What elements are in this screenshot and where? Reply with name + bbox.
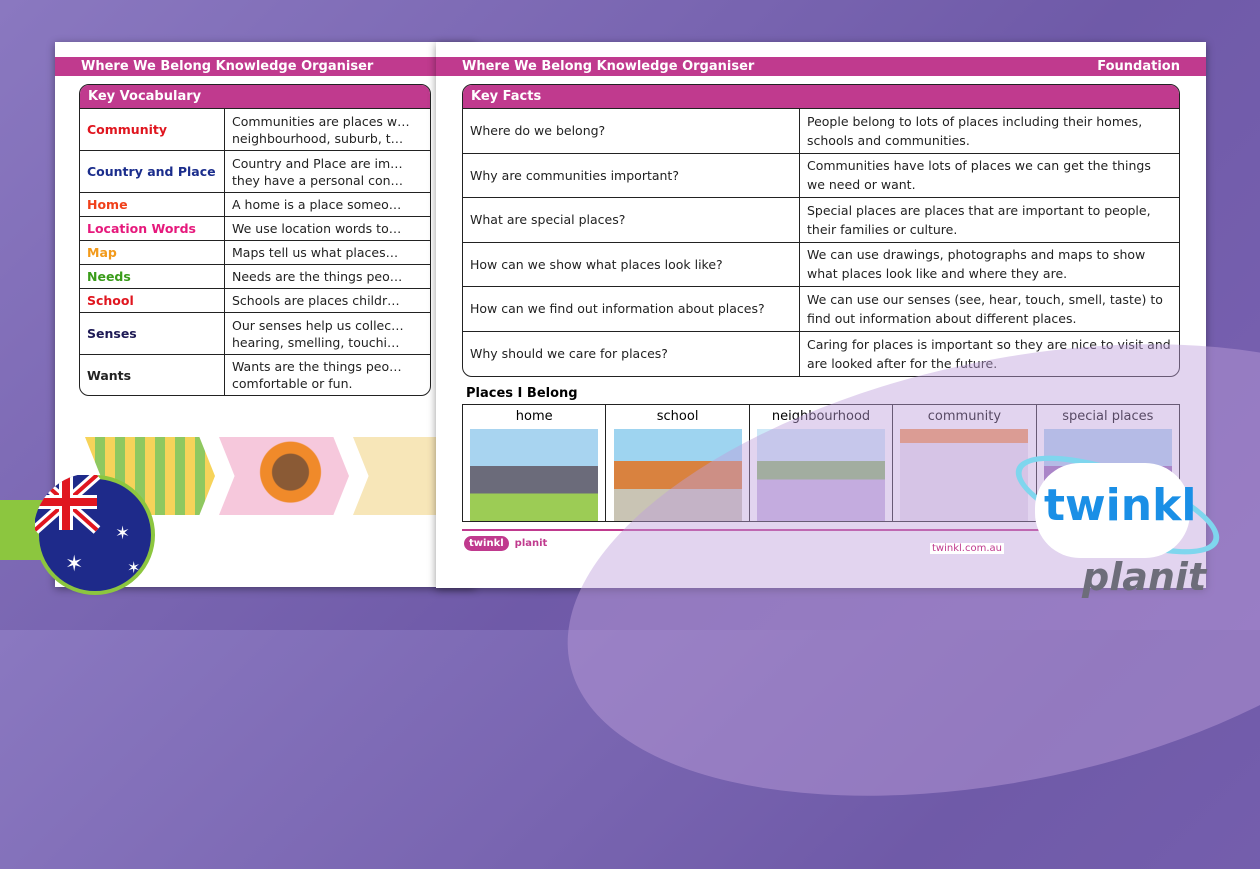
fact-question: Where do we belong? [463,109,800,153]
vocab-row [80,313,430,355]
place-label: home [515,409,553,424]
vocab-row [80,265,430,289]
fact-answer: Caring for places is important so they are nice to visit and are looked after for the future. [807,336,1171,371]
vocab-definition: Schools are places childr… [232,293,400,308]
svg-text:✶: ✶ [65,552,84,577]
fact-answer: People belong to lots of places including their homes, schools and communities. [807,113,1143,148]
place-card [463,405,606,521]
page-title: Where We Belong Knowledge Organiser [462,59,755,74]
page-header: Where We Belong Knowledge Organiser [55,57,475,76]
vocab-term: Community [80,109,225,150]
vocab-definition: Maps tell us what places… [232,245,399,260]
fact-row [463,154,1179,199]
vocab-row [80,217,430,241]
footer-logo [464,536,547,551]
vocab-definition: A home is a place someo… [232,197,402,212]
fact-question: How can we show what places look like? [463,243,800,287]
vocab-row [80,355,430,395]
vocab-term: School [80,289,225,312]
vocab-row [80,109,430,151]
vocab-row [80,289,430,313]
boy-with-cat-illustration [219,437,349,515]
planit-wordmark: planit [1082,555,1207,599]
vocab-term: Wants [80,355,225,395]
fact-question: Why should we care for places? [463,332,800,377]
vocab-row [80,241,430,265]
footer-url: twinkl.com.au [932,543,1002,554]
vocab-definition: Country and Place are im… they have a personal con… [232,155,404,188]
vocab-row [80,193,430,217]
facts-heading: Key Facts [463,85,1179,109]
vocab-term: Map [80,241,225,264]
vocab-definition: Wants are the things peo… comfortable or fun. [232,359,402,391]
vocab-term: Needs [80,265,225,288]
vocab-row [80,151,430,193]
place-label: neighbourhood [771,409,871,424]
key-facts-table [462,84,1180,377]
fact-question: Why are communities important? [463,154,800,198]
place-label: community [927,409,1002,424]
vocab-definition: Our senses help us collec… hearing, smelling, touchi… [232,317,404,350]
planit-label: planit [514,538,548,549]
fact-question: How can we find out information about places? [463,287,800,331]
twinkl-logo: twinkl [464,536,509,551]
place-label: school [656,409,699,424]
svg-text:✶: ✶ [115,523,131,544]
fact-answer: We can use our senses (see, hear, touch, smell, taste) to find out information about different places. [807,291,1163,326]
vocab-term: Location Words [80,217,225,240]
places-heading: Places I Belong [466,386,578,401]
vocab-term: Country and Place [80,151,225,192]
fact-row [463,287,1179,332]
australian-flag-icon [35,475,155,595]
twinkl-wordmark: twinkl [1044,480,1197,531]
fact-question: What are special places? [463,198,800,242]
place-image [470,429,598,521]
brand-logo [1030,455,1207,605]
level-label: Foundation [1097,59,1180,74]
fact-row [463,109,1179,154]
fact-row [463,198,1179,243]
place-label: special places [1062,409,1154,424]
fact-answer: Communities have lots of places we can get the things we need or want. [807,158,1151,193]
vocab-term: Home [80,193,225,216]
fact-row [463,243,1179,288]
key-vocabulary-table [79,84,431,396]
vocab-term: Senses [80,313,225,354]
fact-answer: We can use drawings, photographs and maps to show what places look like and where they are. [807,247,1146,282]
svg-text:✶: ✶ [127,558,141,577]
page-header [436,57,1206,76]
vocab-heading: Key Vocabulary [80,85,430,109]
fact-answer: Special places are places that are important to people, their families or culture. [807,202,1151,237]
vocab-definition: We use location words to… [232,221,402,236]
vocab-definition: Communities are places w… neighbourhood, suburb, t… [232,113,410,146]
vocab-definition: Needs are the things peo… [232,269,403,284]
